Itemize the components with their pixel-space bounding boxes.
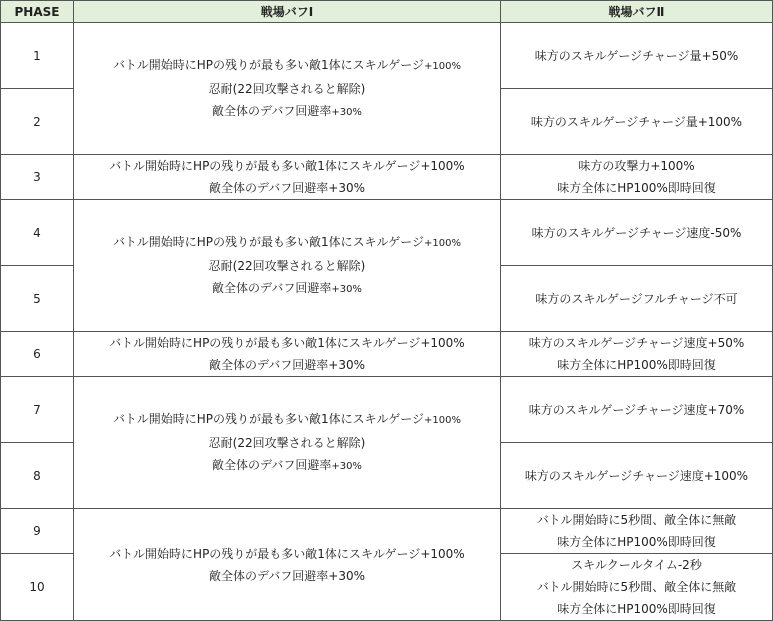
- phase-number: 3: [1, 155, 74, 200]
- buff2-cell: [501, 377, 773, 443]
- buff2-line: 味方のスキルゲージチャージ速度+50%: [528, 336, 745, 350]
- phase-number: 9: [1, 509, 74, 554]
- buff2-line: 味方全体にHP100%即時回復: [557, 535, 716, 549]
- table-row: [1, 377, 773, 443]
- header-phase: PHASE: [1, 1, 74, 23]
- buff2-line: 味方のスキルゲージチャージ速度+70%: [528, 402, 745, 417]
- table-row: [1, 509, 773, 554]
- buff1-line: バトル開始時にHPの残りが最も多い敵1体にスキルゲージ+100%: [109, 336, 465, 350]
- buff1-line: 敵全体のデバフ回避率+30%: [208, 358, 365, 372]
- buff2-line: 味方のスキルゲージチャージ速度-50%: [531, 225, 742, 240]
- buff1-line: 敵全体のデバフ回避率+30%: [208, 568, 365, 583]
- buff1-cell: [74, 155, 501, 200]
- buff1-line: 敵全体のデバフ回避率+30%: [212, 457, 362, 472]
- buff1-line: バトル開始時にHPの残りが最も多い敵1体にスキルゲージ+100%: [112, 411, 462, 426]
- buff2-line: 味方全体にHP100%即時回復: [557, 358, 716, 372]
- table-row: [1, 332, 773, 377]
- buff2-line: 味方のスキルゲージフルチャージ不可: [535, 291, 738, 306]
- phase-number: 4: [1, 200, 74, 266]
- buff2-cell: [501, 200, 773, 266]
- buff2-cell: [501, 509, 773, 554]
- header-buff2: 戦場バフⅡ: [501, 1, 773, 23]
- buff1-cell: [74, 509, 501, 621]
- buff1-line: 忍耐(22回攻撃されると解除): [208, 258, 366, 273]
- buff2-line: バトル開始時に5秒間、敵全体に無敵: [536, 580, 737, 594]
- buff1-cell: [74, 23, 501, 155]
- buff2-line: 味方のスキルゲージチャージ量+100%: [530, 114, 743, 129]
- buff1-line: 敵全体のデバフ回避率+30%: [212, 280, 362, 295]
- buff2-cell: [501, 332, 773, 377]
- buff1-line: バトル開始時にHPの残りが最も多い敵1体にスキルゲージ+100%: [112, 234, 462, 249]
- table-row: [1, 23, 773, 89]
- buff1-line: 忍耐(22回攻撃されると解除): [208, 435, 366, 450]
- buff1-line: バトル開始時にHPの残りが最も多い敵1体にスキルゲージ+100%: [109, 159, 465, 173]
- phase-number: 6: [1, 332, 74, 377]
- phase-number: 8: [1, 443, 74, 509]
- buff2-cell: [501, 23, 773, 89]
- buff1-line: 敵全体のデバフ回避率+30%: [212, 103, 362, 118]
- buff1-cell: [74, 332, 501, 377]
- phase-number: 7: [1, 377, 74, 443]
- buff2-line: スキルクールタイム-2秒: [571, 558, 702, 572]
- buff2-cell: [501, 554, 773, 621]
- buff1-cell: [74, 377, 501, 509]
- header-buff1: 戦場バフⅠ: [74, 1, 501, 23]
- header-row: [1, 1, 773, 23]
- table-row: [1, 200, 773, 266]
- buff2-line: 味方のスキルゲージチャージ量+50%: [534, 48, 739, 63]
- buff2-line: 味方の攻撃力+100%: [578, 159, 695, 173]
- buff2-line: 味方全体にHP100%即時回復: [557, 181, 716, 195]
- phase-number: 2: [1, 89, 74, 155]
- buff2-cell: [501, 443, 773, 509]
- buff2-line: 味方のスキルゲージチャージ速度+100%: [524, 468, 749, 483]
- buff2-cell: [501, 155, 773, 200]
- buff1-line: 忍耐(22回攻撃されると解除): [208, 81, 366, 96]
- buff2-cell: [501, 89, 773, 155]
- buff2-cell: [501, 266, 773, 332]
- buff2-line: バトル開始時に5秒間、敵全体に無敵: [536, 513, 737, 527]
- buff2-line: 味方全体にHP100%即時回復: [557, 602, 716, 616]
- buff1-line: バトル開始時にHPの残りが最も多い敵1体にスキルゲージ+100%: [109, 546, 465, 561]
- phase-number: 5: [1, 266, 74, 332]
- phase-number: 10: [1, 554, 74, 621]
- buff1-line: 敵全体のデバフ回避率+30%: [208, 181, 365, 195]
- buff1-line: バトル開始時にHPの残りが最も多い敵1体にスキルゲージ+100%: [112, 57, 462, 72]
- buff1-cell: [74, 200, 501, 332]
- phase-number: 1: [1, 23, 74, 89]
- table-row: [1, 155, 773, 200]
